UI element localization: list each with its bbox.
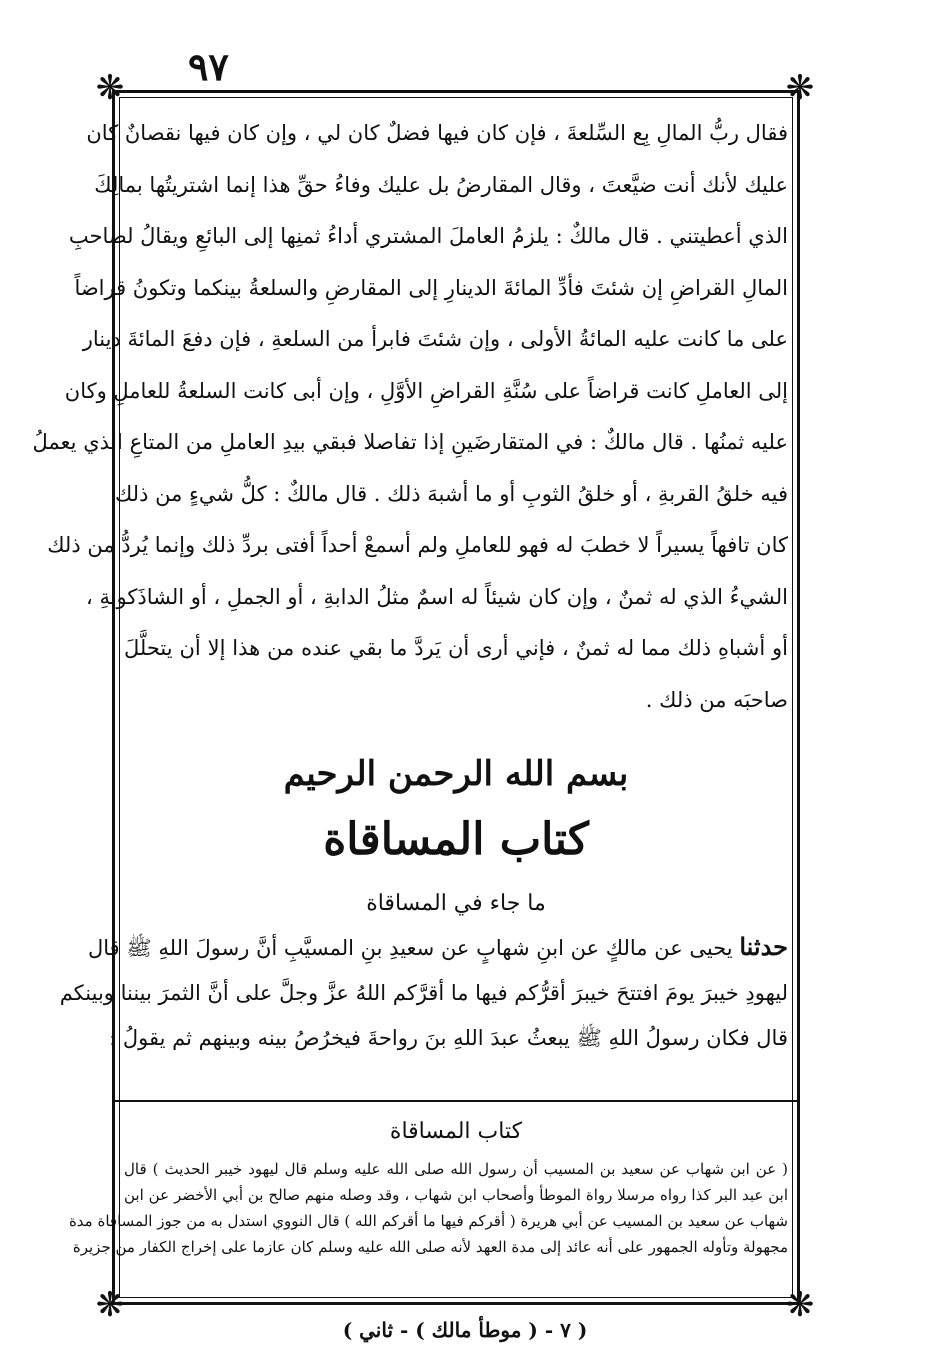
text-line: الذي أعطيتني . قال مالكٌ : يلزمُ العاملَ المشتري أداءُ ثمنِها إلى البائعِ ويقالُ لصاحبِ bbox=[68, 224, 788, 248]
text-line: كان تافهاً يسيراً لا خطبَ له فهو للعاملِ ولم أسمعْ أحداً أفتى بردِّ ذلك وإنما يُردُّ من ذلك bbox=[47, 533, 788, 557]
main-content bbox=[32, 108, 788, 1061]
main-text bbox=[32, 108, 788, 726]
text-line: المالِ القراضِ إن شئتَ فأدِّ المائةَ الدينارِ إلى المقارضِ والسلعةُ بينكما وتكونُ قراضاً bbox=[74, 275, 788, 300]
text-line: أو أشباهِ ذلك مما له ثمنٌ ، فإني أرى أن يَردَّ ما بقي عنده من هذا إلا أن يتحلَّلَ bbox=[124, 636, 788, 660]
corner-ornament-top-left: ❋ bbox=[95, 68, 125, 108]
text-line: عليه ثمنُها . قال مالكٌ : في المتقارضَينِ إذا تفاصلا فبقي بيدِ العاملِ من المتاعِ الذي يعملُ bbox=[32, 430, 788, 454]
basmala: بسم الله الرحمن الرحيم bbox=[283, 754, 629, 794]
book-title: كتاب المساقاة bbox=[323, 814, 589, 865]
hadith-line: قال فكان رسولُ اللهِ ﷺ يبعثُ عبدَ اللهِ بنَ رواحةَ فيخرُصُ بينه وبينهم ثم يقولُ : bbox=[109, 1026, 788, 1050]
hadith-text bbox=[59, 924, 788, 1061]
commentary-notes bbox=[68, 1108, 788, 1260]
corner-ornament-bottom-left: ❋ bbox=[95, 1285, 125, 1325]
note-line: شهاب عن سعيد بن المسيب عن أبي هريرة ( أقركم فيها ما أقركم الله ) قال النووي استدل به من جوز المساقاة مدة bbox=[68, 1212, 788, 1230]
hadith-line: ليهودِ خيبرَ يومَ افتتحَ خيبرَ أقرُّكم فيها ما أقرَّكم اللهُ عزَّ وجلَّ على أنَّ الثمرَ بيننا وبينكم bbox=[59, 981, 788, 1005]
page-footer-signature: ( ٧ - ( موطأ مالك ) - ثاني ) bbox=[342, 1318, 588, 1342]
text-line: عليك لأنك أنت ضيَّعتَ ، وقال المقارضُ بل عليك وفاءُ حقِّ هذا إنما اشتريتُها بمالِكَ bbox=[94, 172, 788, 197]
text-line: إلى العاملِ كانت قراضاً على سُنَّةِ القراضِ الأوَّلِ ، وإن أبى كانت السلعةُ للعاملِ وكان bbox=[64, 378, 788, 403]
corner-ornament-top-right: ❋ bbox=[785, 68, 815, 108]
text-line: الشيءُ الذي له ثمنٌ ، وإن كان شيئاً له اسمٌ مثلُ الدابةِ ، أو الجملِ ، أو الشاذَكونةِ ، bbox=[85, 584, 788, 609]
hadith-line-text: يحيى عن مالكٍ عن ابنِ شهابٍ عن سعيدِ بنِ المسيَّبِ أنَّ رسولَ اللهِ ﷺ قال bbox=[87, 936, 733, 960]
note-line: مجهولة وتأوله الجمهور على أنه عائد إلى مدة العهد لأنه صلى الله عليه وسلم كان عازما على إخراج الكفار من جزيرة bbox=[72, 1238, 788, 1256]
corner-ornament-bottom-right: ❋ bbox=[785, 1285, 815, 1325]
text-line: فقال ربُّ المالِ بِع السِّلعةَ ، فإن كان فيها فضلٌ كان لي ، وإن كان فيها نقصانٌ كان bbox=[86, 121, 788, 145]
footnote-divider bbox=[115, 1100, 797, 1102]
notes-title: كتاب المساقاة bbox=[389, 1119, 523, 1144]
text-line: صاحبَه من ذلك . bbox=[645, 687, 788, 712]
chapter-title: ما جاء في المساقاة bbox=[366, 891, 546, 916]
note-line: ( عن ابن شهاب عن سعيد بن المسيب أن رسول الله صلى الله عليه وسلم قال ليهود خيبر الحديث ) قال bbox=[124, 1160, 788, 1178]
hadith-line bbox=[87, 924, 788, 971]
hadith-lead-word: حدثنا bbox=[739, 932, 788, 961]
text-line: فيه خلقُ القربةِ ، أو خلقُ الثوبِ أو ما أشبهَ ذلك . قال مالكٌ : كلُّ شيءٍ من ذلك bbox=[114, 481, 788, 506]
text-line: على ما كانت عليه المائةُ الأولى ، وإن شئتَ فابرأ من السلعةِ ، فإن دفعَ المائةَ دينار bbox=[82, 327, 788, 351]
note-line: ابن عبد البر كذا رواه مرسلا رواة الموطأ وأصحاب ابن شهاب ، وقد وصله منهم صالح بن أبي الأخضر عن ابن bbox=[124, 1186, 788, 1204]
page-number: ٩٧ bbox=[188, 44, 229, 89]
